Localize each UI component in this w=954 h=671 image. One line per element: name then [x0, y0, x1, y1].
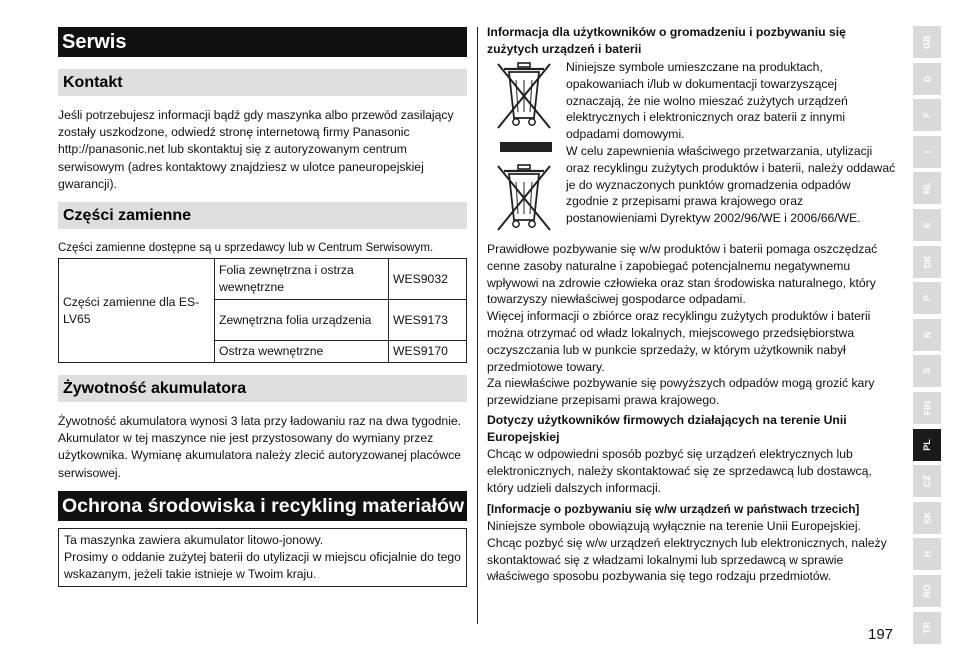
crossed-bin-icon — [494, 60, 554, 130]
part-name: Folia zewnętrzna i ostrza wewnętrzne — [215, 259, 389, 300]
separator-bar — [500, 142, 552, 152]
language-tab-label: SK — [921, 511, 932, 524]
language-tab-ro[interactable] — [913, 575, 941, 607]
language-tabs — [913, 26, 941, 648]
language-tab-label: PL — [921, 438, 932, 451]
language-tab-n[interactable] — [913, 319, 941, 351]
page-number: 197 — [868, 626, 894, 643]
section-title-serwis: Serwis — [58, 27, 467, 57]
language-tab-tr[interactable] — [913, 612, 941, 644]
battery-info-line-1: Ta maszynka zawiera akumulator litowo-jonowy. — [64, 533, 324, 547]
language-tab-label: S — [921, 368, 932, 375]
language-tab-label: N — [922, 331, 932, 338]
crossed-bin-icon — [494, 162, 554, 232]
language-tab-e[interactable] — [913, 209, 941, 241]
icon-text-2: W celu zapewnienia właściwego przetwarzania, utylizacji oraz recyklingu zużytych produktów i baterii, należy oddawać je do wyznaczonych punktów gromadzenia odpadów zgodnie z przepisami prawa krajowego oraz postanowieniami Dyrektyw 2002/96/WE i 2006/66/WE. — [566, 144, 896, 226]
language-tab-label: I — [921, 150, 932, 154]
language-tab-p[interactable] — [913, 282, 941, 314]
info-heading: Informacja dla użytkowników o gromadzeniu i pozbywaniu się zużytych urządzeń i baterii — [487, 25, 846, 57]
kontakt-text: Jeśli potrzebujesz informacji bądź gdy maszynka albo przewód zasilający zostały uszkodzone, odwiedź stronę internetową firmy Panasonic http://panasonic.net lub skontaktuj się z autoryzowanym centrum serwisowym (adres kontaktowy znajdziesz w ulotce paneuropejskiej gwarancji). — [58, 108, 454, 191]
language-tab-i[interactable] — [913, 136, 941, 168]
third-countries-text: Niniejsze symbole obowiązują wyłącznie na terenie Unii Europejskiej. Chcąc pozbyć się w/w urządzeń elektrycznych lub elektronicznych, należy skontaktować się z władzami lokalnymi lub sprzedawcą w sprawie właściwego sposobu pozbywania się tego rodzaju przedmiotów. — [487, 519, 887, 584]
language-tab-fin[interactable] — [913, 392, 941, 424]
section-title-environment: Ochrona środowiska i recykling materiałów — [58, 491, 467, 521]
language-tab-f[interactable] — [913, 99, 941, 131]
disposal-paragraph: Więcej informacji o zbiórce oraz recyklingu zużytych produktów i baterii można otrzymać od władz lokalnych, miejscowego przedsiębiorstwa oczyszczania lub w punkcie sprzedaży, w którym użytkownik nabył przedmiotowe towary. — [487, 309, 871, 374]
column-divider — [477, 27, 478, 624]
language-tab-h[interactable] — [913, 538, 941, 570]
part-code: WES9032 — [389, 259, 467, 300]
parts-table — [58, 258, 467, 363]
language-tab-gb[interactable] — [913, 26, 941, 58]
parts-group-label: Części zamienne dla ES-LV65 — [59, 259, 215, 363]
business-text: Chcąc w odpowiedni sposób pozbyć się urządzeń elektrycznych lub elektronicznych, należy skontaktować się ze sprzedawcą lub dostawcą, który udzieli dalszych informacji. — [487, 447, 872, 495]
language-tab-label: CZ — [922, 475, 932, 488]
language-tab-label: FIN — [922, 400, 932, 416]
language-tab-label: H — [922, 551, 932, 558]
language-tab-label: DK — [922, 255, 932, 269]
disposal-paragraph: Prawidłowe pozbywanie się w/w produktów i baterii pomaga oszczędzać cenne zasoby naturalne i zapobiegać potencjalnemu negatywnemu wpływowi na zdrowie człowieka oraz stan środowiska naturalnego, który towarzyszy niewłaściwej gospodarce odpadami. — [487, 242, 878, 307]
third-countries-heading: [Informacje o pozbywaniu się w/w urządzeń w państwach trzecich] — [487, 502, 860, 516]
parts-note: Części zamienne dostępne są u sprzedawcy lub w Centrum Serwisowym. — [58, 242, 434, 254]
language-tab-label: D — [922, 75, 932, 82]
battery-info-box — [58, 528, 467, 587]
subsection-title-battery: Żywotność akumulatora — [58, 375, 467, 402]
language-tab-dk[interactable] — [913, 246, 941, 278]
language-tab-label: GB — [922, 35, 932, 49]
language-tab-d[interactable] — [913, 63, 941, 95]
subsection-title-kontakt: Kontakt — [58, 69, 467, 96]
disposal-paragraph: Za niewłaściwe pozbywanie się powyższych odpadów mogą grozić kary przewidziane przepisami prawa krajowego. — [487, 376, 875, 408]
language-tab-label: P — [921, 295, 932, 302]
part-code: WES9170 — [389, 341, 467, 363]
subsection-title-parts: Części zamienne — [58, 202, 467, 229]
disposal-paragraphs — [487, 241, 892, 409]
language-tab-nl[interactable] — [913, 172, 941, 204]
part-code: WES9173 — [389, 300, 467, 341]
part-name: Zewnętrzna folia urządzenia — [215, 300, 389, 341]
battery-info-line-2: Prosimy o oddanie zużytej baterii do utylizacji w miejscu oficjalnie do tego wskazanym, jeżeli takie istnieje w Twoim kraju. — [64, 550, 461, 582]
language-tab-cz[interactable] — [913, 465, 941, 497]
language-tab-label: F — [922, 112, 932, 118]
part-name: Ostrza wewnętrzne — [215, 341, 389, 363]
language-tab-sk[interactable] — [913, 502, 941, 534]
battery-text: Żywotność akumulatora wynosi 3 lata przy ładowaniu raz na dwa tygodnie. Akumulator w tej maszynce nie jest przystosowany do wymiany przez użytkownika. Wymianę akumulatora należy zlecić autoryzowanej placówce serwisowej. — [58, 414, 462, 480]
language-tab-label: NL — [922, 182, 932, 195]
language-tab-label: TR — [922, 621, 932, 634]
language-tab-pl[interactable] — [913, 429, 941, 461]
icon-text-1: Niniejsze symbole umieszczane na produktach, opakowaniach i/lub w dokumentacji towarzyszącej oznaczają, że nie wolno mieszać zużytych urządzeń elektrycznych i elektronicznych oraz baterii z innymi odpadami domowymi. — [566, 60, 848, 142]
language-tab-label: RO — [922, 584, 932, 598]
business-heading: Dotyczy użytkowników firmowych działających na terenie Unii Europejskiej — [487, 413, 847, 444]
language-tab-label: E — [921, 221, 932, 228]
language-tab-s[interactable] — [913, 355, 941, 387]
